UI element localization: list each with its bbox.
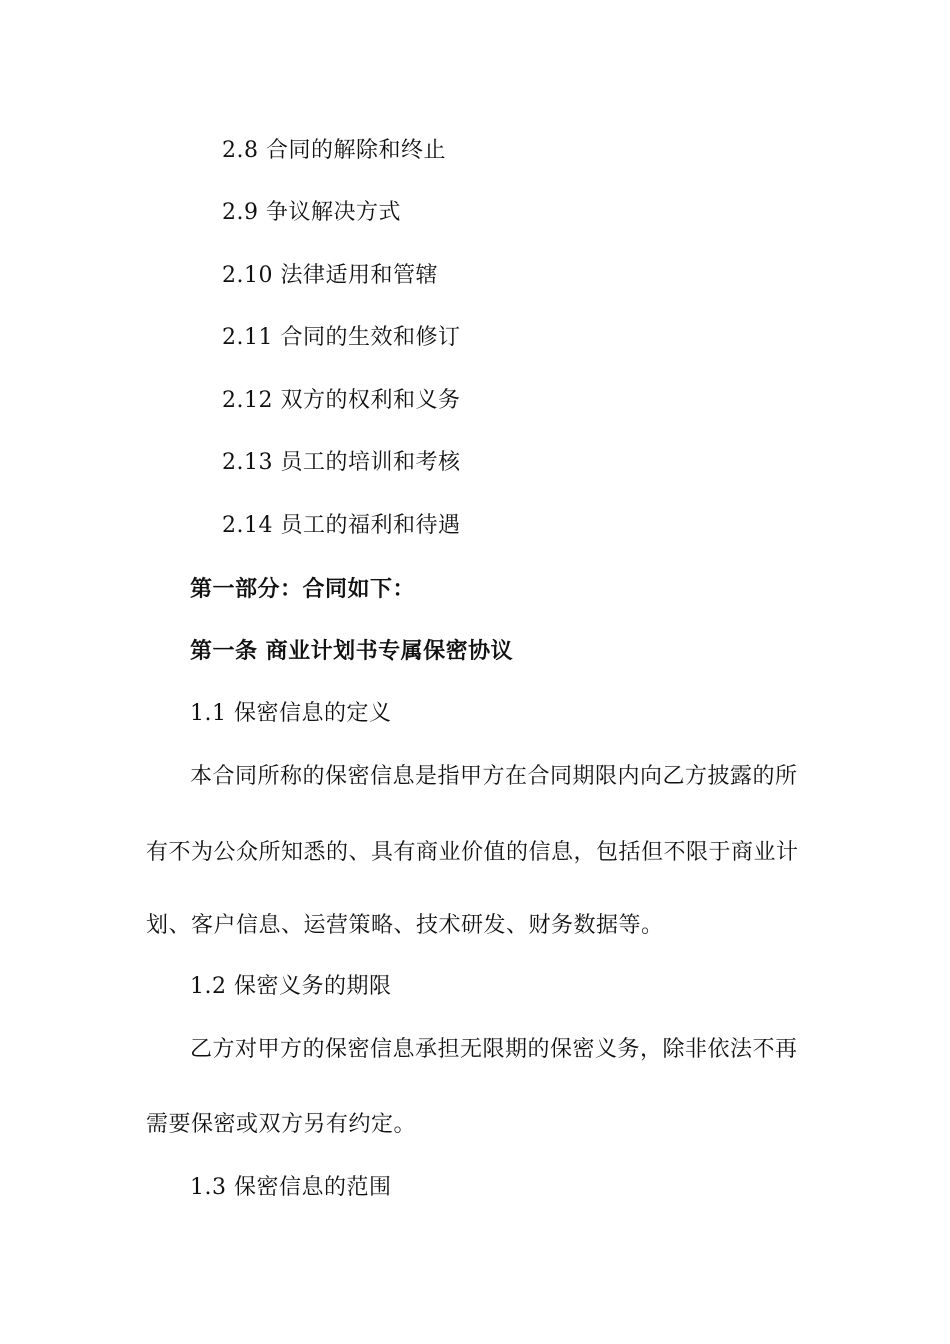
toc-item: 2.14 员工的福利和待遇 <box>222 513 461 538</box>
part-heading: 第一部分：合同如下： <box>190 576 416 602</box>
paragraph-line: 乙方对甲方的保密信息承担无限期的保密义务，除非依法不再 <box>190 1037 798 1062</box>
toc-item: 2.12 双方的权利和义务 <box>222 388 461 413</box>
toc-item: 2.10 法律适用和管辖 <box>222 263 438 288</box>
toc-item: 2.13 员工的培训和考核 <box>222 450 461 475</box>
toc-item: 2.11 合同的生效和修订 <box>222 325 461 350</box>
paragraph-line: 有不为公众所知悉的、具有商业价值的信息，包括但不限于商业计 <box>146 840 799 865</box>
toc-item: 2.8 合同的解除和终止 <box>222 138 446 163</box>
paragraph-line: 本合同所称的保密信息是指甲方在合同期限内向乙方披露的所 <box>190 764 798 789</box>
toc-item: 2.9 争议解决方式 <box>222 200 401 225</box>
section-title-1-1: 1.1 保密信息的定义 <box>190 701 392 726</box>
article-heading: 第一条 商业计划书专属保密协议 <box>190 638 514 664</box>
section-title-1-3: 1.3 保密信息的范围 <box>190 1175 392 1200</box>
section-title-1-2: 1.2 保密义务的期限 <box>190 974 392 999</box>
paragraph-line: 划、客户信息、运营策略、技术研发、财务数据等。 <box>146 913 664 938</box>
paragraph-line: 需要保密或双方另有约定。 <box>146 1112 417 1137</box>
